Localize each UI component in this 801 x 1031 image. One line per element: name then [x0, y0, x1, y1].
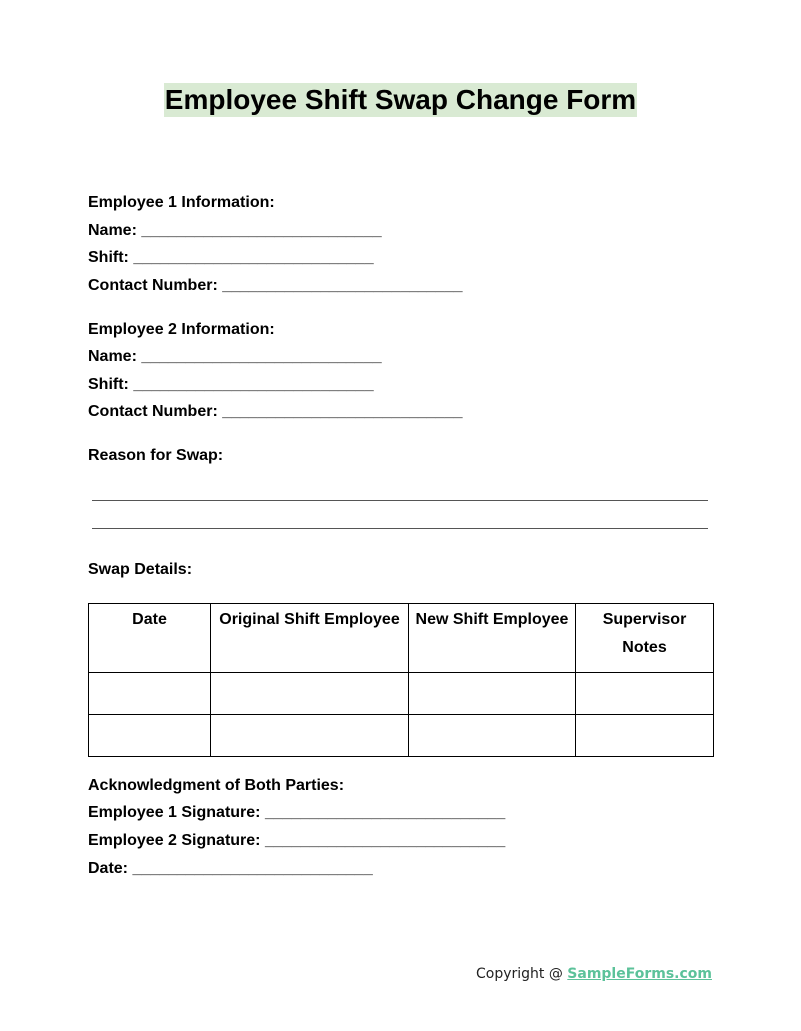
table-row [89, 673, 714, 715]
employee2-heading: Employee 2 Information: [88, 321, 275, 338]
acknowledgment-heading: Acknowledgment of Both Parties: [88, 777, 345, 794]
column-header-new-shift-employee: New Shift Employee [409, 604, 576, 673]
table-cell[interactable] [409, 715, 576, 757]
employee1-contact-field[interactable]: ___________________________ [222, 277, 463, 294]
employee1-name-field[interactable]: ___________________________ [141, 222, 382, 239]
page-title: Employee Shift Swap Change Form [164, 84, 637, 115]
employee2-shift-label: Shift: [88, 376, 129, 393]
reason-line-1[interactable] [92, 500, 708, 501]
table-row [89, 715, 714, 757]
table-cell[interactable] [89, 673, 211, 715]
employee1-name-row [88, 221, 382, 241]
table-cell[interactable] [576, 673, 714, 715]
employee1-contact-label: Contact Number: [88, 277, 218, 294]
employee2-contact-field[interactable]: ___________________________ [222, 403, 463, 420]
employee2-contact-row [88, 402, 463, 422]
employee2-name-field[interactable]: ___________________________ [141, 348, 382, 365]
swap-details-heading: Swap Details: [88, 561, 193, 578]
reason-line-2[interactable] [92, 528, 708, 529]
swap-details-table [88, 603, 714, 757]
table-cell[interactable] [211, 673, 409, 715]
employee1-signature-field[interactable]: ___________________________ [264, 804, 506, 821]
table-cell[interactable] [576, 715, 714, 757]
copyright-footer [476, 964, 712, 984]
employee2-shift-field[interactable]: ___________________________ [133, 376, 374, 393]
table-cell[interactable] [89, 715, 211, 757]
sampleforms-link[interactable]: SampleForms.com [567, 966, 712, 982]
employee1-shift-row [88, 248, 374, 268]
employee1-name-label: Name: [88, 222, 137, 239]
employee1-signature-label: Employee 1 Signature: [88, 804, 261, 821]
employee2-name-label: Name: [88, 348, 137, 365]
employee1-shift-label: Shift: [88, 249, 129, 266]
employee1-contact-row [88, 276, 463, 296]
reason-heading: Reason for Swap: [88, 447, 224, 464]
title-container [0, 83, 801, 117]
employee2-signature-label: Employee 2 Signature: [88, 832, 261, 849]
column-header-date: Date [89, 604, 211, 673]
employee1-heading: Employee 1 Information: [88, 194, 275, 211]
date-label: Date: [88, 860, 129, 877]
employee2-signature-row [88, 831, 505, 851]
employee2-name-row [88, 347, 382, 367]
column-header-original-shift-employee: Original Shift Employee [211, 604, 409, 673]
employee2-contact-label: Contact Number: [88, 403, 218, 420]
table-header-row [89, 604, 714, 673]
employee2-signature-field[interactable]: ___________________________ [264, 832, 506, 849]
column-header-supervisor-notes: Supervisor Notes [576, 604, 714, 673]
date-row [88, 859, 373, 879]
copyright-text: Copyright @ [475, 966, 568, 982]
table-cell[interactable] [211, 715, 409, 757]
employee2-shift-row [88, 375, 374, 395]
date-field[interactable]: ___________________________ [132, 860, 373, 877]
table-cell[interactable] [409, 673, 576, 715]
employee1-signature-row [88, 803, 505, 823]
employee1-shift-field[interactable]: ___________________________ [133, 249, 374, 266]
